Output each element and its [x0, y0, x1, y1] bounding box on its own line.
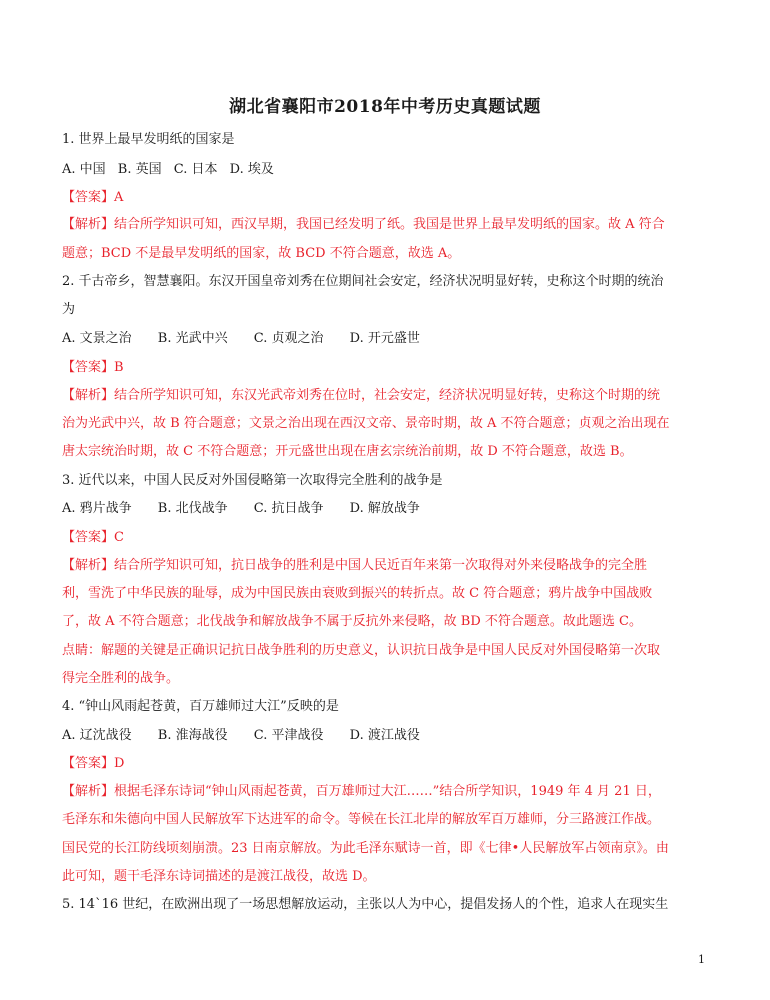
q2-analysis-line: 唐太宗统治时期，故 C 不符合题意；开元盛世出现在唐玄宗统治前期，故 D 不符合题意，故选 B。	[62, 444, 633, 459]
q2-answer: 【答案】B	[62, 360, 124, 375]
q2-options	[62, 327, 712, 346]
q2-stem-line: 为	[62, 302, 76, 317]
q4-analysis-line: 毛泽东和朱德向中国人民解放军下达进军的命令。等候在长江北岸的解放军百万雄师，分三路渡江作战。	[62, 812, 661, 827]
q1-option-b: B. 英国	[117, 162, 162, 177]
q3-analysis-line: 点睛：解题的关键是正确识记抗日战争胜利的历史意义，认识抗日战争是中国人民反对外国侵略第一次取	[62, 643, 661, 658]
q4-answer: 【答案】D	[62, 756, 125, 771]
q4-stem: 4. “钟山风雨起苍黄，百万雄师过大江”反映的是	[62, 699, 339, 714]
document-title: 湖北省襄阳市2018年中考历史真题试题	[229, 97, 541, 117]
q4-option-c: C. 平津战役	[253, 728, 324, 743]
q3-option-d: D. 解放战争	[349, 501, 420, 516]
q3-option-c: C. 抗日战争	[253, 501, 324, 516]
q3-option-b: B. 北伐战争	[157, 501, 228, 516]
q4-analysis-line: 国民党的长江防线顷刻崩溃。23 日南京解放。为此毛泽东赋诗一首，即《七律•人民解放军占领南京》。由	[62, 841, 669, 856]
q4-analysis-line: 此可知，题干毛泽东诗词描述的是渡江战役，故选 D。	[62, 869, 376, 884]
q2-option-c: C. 贞观之治	[253, 331, 324, 346]
q3-analysis-line: 得完全胜利的战争。	[62, 671, 180, 686]
q4-analysis-line: 【解析】根据毛泽东诗词“钟山风雨起苍黄，百万雄师过大江……”结合所学知识，1949 年 4 月 21 日，	[62, 784, 661, 799]
q2-option-b: B. 光武中兴	[157, 331, 228, 346]
q1-stem: 1. 世界上最早发明纸的国家是	[62, 132, 235, 147]
q4-option-b: B. 淮海战役	[157, 728, 228, 743]
q2-option-a: A. 文景之治	[62, 331, 132, 346]
q3-analysis-line: 【解析】结合所学知识可知，抗日战争的胜利是中国人民近百年来第一次取得对外来侵略战争的完全胜	[62, 558, 648, 573]
q1-option-c: C. 日本	[173, 162, 218, 177]
q1-option-d: D. 埃及	[229, 162, 274, 177]
q2-analysis-line: 治为光武中兴，故 B 符合题意；文景之治出现在西汉文帝、景帝时期，故 A 不符合题意；贞观之治出现在	[62, 416, 670, 431]
q3-options	[62, 497, 712, 516]
q4-option-a: A. 辽沈战役	[62, 728, 132, 743]
q3-analysis-line: 利，雪洗了中华民族的耻辱，成为中国民族由衰败到振兴的转折点。故 C 符合题意；鸦片战争中国战败	[62, 586, 653, 601]
page-number: 1	[698, 953, 705, 966]
q2-stem-line: 2. 千古帝乡，智慧襄阳。东汉开国皇帝刘秀在位期间社会安定，经济状况明显好转，史称这个时期的统治	[62, 274, 664, 289]
q1-analysis-line: 【解析】结合所学知识可知，西汉早期，我国已经发明了纸。我国是世界上最早发明纸的国家。故 A 符合	[62, 217, 665, 232]
q1-options	[62, 158, 712, 177]
q3-analysis-line: 了，故 A 不符合题意；北伐战争和解放战争不属于反抗外来侵略，故 BD 不符合题意。故此题选 C。	[62, 614, 642, 629]
q3-answer: 【答案】C	[62, 530, 124, 545]
q3-option-a: A. 鸦片战争	[62, 501, 132, 516]
q3-stem: 3. 近代以来，中国人民反对外国侵略第一次取得完全胜利的战争是	[62, 473, 443, 488]
q1-answer: 【答案】A	[62, 190, 124, 205]
q5-stem: 5. 14`16 世纪，在欧洲出现了一场思想解放运动，主张以人为中心，提倡发扬人的个性，追求人在现实生	[62, 897, 669, 912]
q4-option-d: D. 渡江战役	[349, 728, 420, 743]
q4-options	[62, 724, 712, 743]
q1-analysis-line: 题意；BCD 不是最早发明纸的国家，故 BCD 不符合题意，故选 A。	[62, 246, 461, 261]
q2-option-d: D. 开元盛世	[349, 331, 420, 346]
q1-option-a: A. 中国	[62, 162, 106, 177]
q2-analysis-line: 【解析】结合所学知识可知，东汉光武帝刘秀在位时，社会安定，经济状况明显好转，史称这个时期的统	[62, 388, 661, 403]
